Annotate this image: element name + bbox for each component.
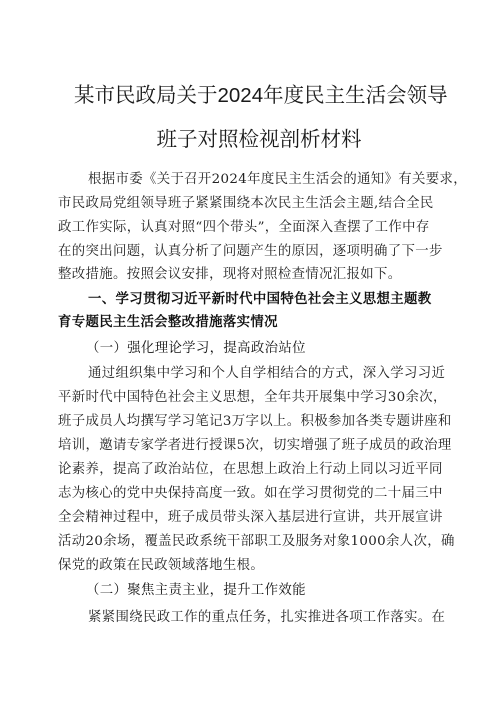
paragraph-line: 全会精神过程中，班子成员带头深入基层进行宣讲，共开展宣讲	[58, 510, 443, 525]
paragraph-line: 培训，邀请专家学者进行授课5次，切实增强了班子成员的政治理	[58, 438, 452, 453]
paragraph-line: 紧紧围绕民政工作的重点任务，扎实推进各项工作落实。在	[88, 610, 446, 625]
intro-line: 市民政局党组领导班子紧紧围绕本次民主生活会主题,结合全民	[58, 196, 434, 211]
paragraph-line: 保党的政策在民政领域落地生根。	[58, 558, 265, 573]
paragraph-line: 活动20余场，覆盖民政系统干部职工及服务对象1000余人次，确	[58, 534, 455, 549]
subsection-2-heading: （二）聚焦主责主业，提升工作效能	[86, 583, 306, 598]
intro-line: 政工作实际，认真对照“四个带头”，全面深入查摆了工作中存	[58, 220, 430, 235]
paragraph-line: 平新时代中国特色社会主义思想，全年共开展集中学习30余次，	[58, 390, 447, 405]
section-1-heading: 一、学习贯彻习近平新时代中国特色社会主义思想主题教	[88, 292, 432, 307]
paragraph-line: 通过组织集中学习和个人自学相结合的方式，深入学习习近	[88, 366, 446, 381]
paragraph-line: 班子成员人均撰写学习笔记3万字以上。积极参加各类专题讲座和	[58, 414, 452, 429]
subsection-1-heading: （一）强化理论学习，提高政治站位	[86, 341, 306, 356]
section-1-heading: 育专题民主生活会整改措施落实情况	[58, 315, 278, 330]
intro-line: 根据市委《关于召开2024年度民主生活会的通知》有关要求，	[88, 172, 467, 187]
document-title-line-2: 班子对照检视剖析材料	[156, 128, 362, 151]
document-title-line-1: 某市民政局关于2024年度民主生活会领导	[74, 84, 448, 107]
intro-line: 整改措施。按照会议安排，现将对照检查情况汇报如下。	[58, 267, 402, 282]
paragraph-line: 志为核心的党中央保持高度一致。如在学习贯彻党的二十届三中	[58, 486, 443, 501]
paragraph-line: 论素养，提高了政治站位，在思想上政治上行动上同以习近平同	[58, 462, 443, 477]
intro-line: 在的突出问题，认真分析了问题产生的原因，逐项明确了下一步	[58, 244, 443, 259]
